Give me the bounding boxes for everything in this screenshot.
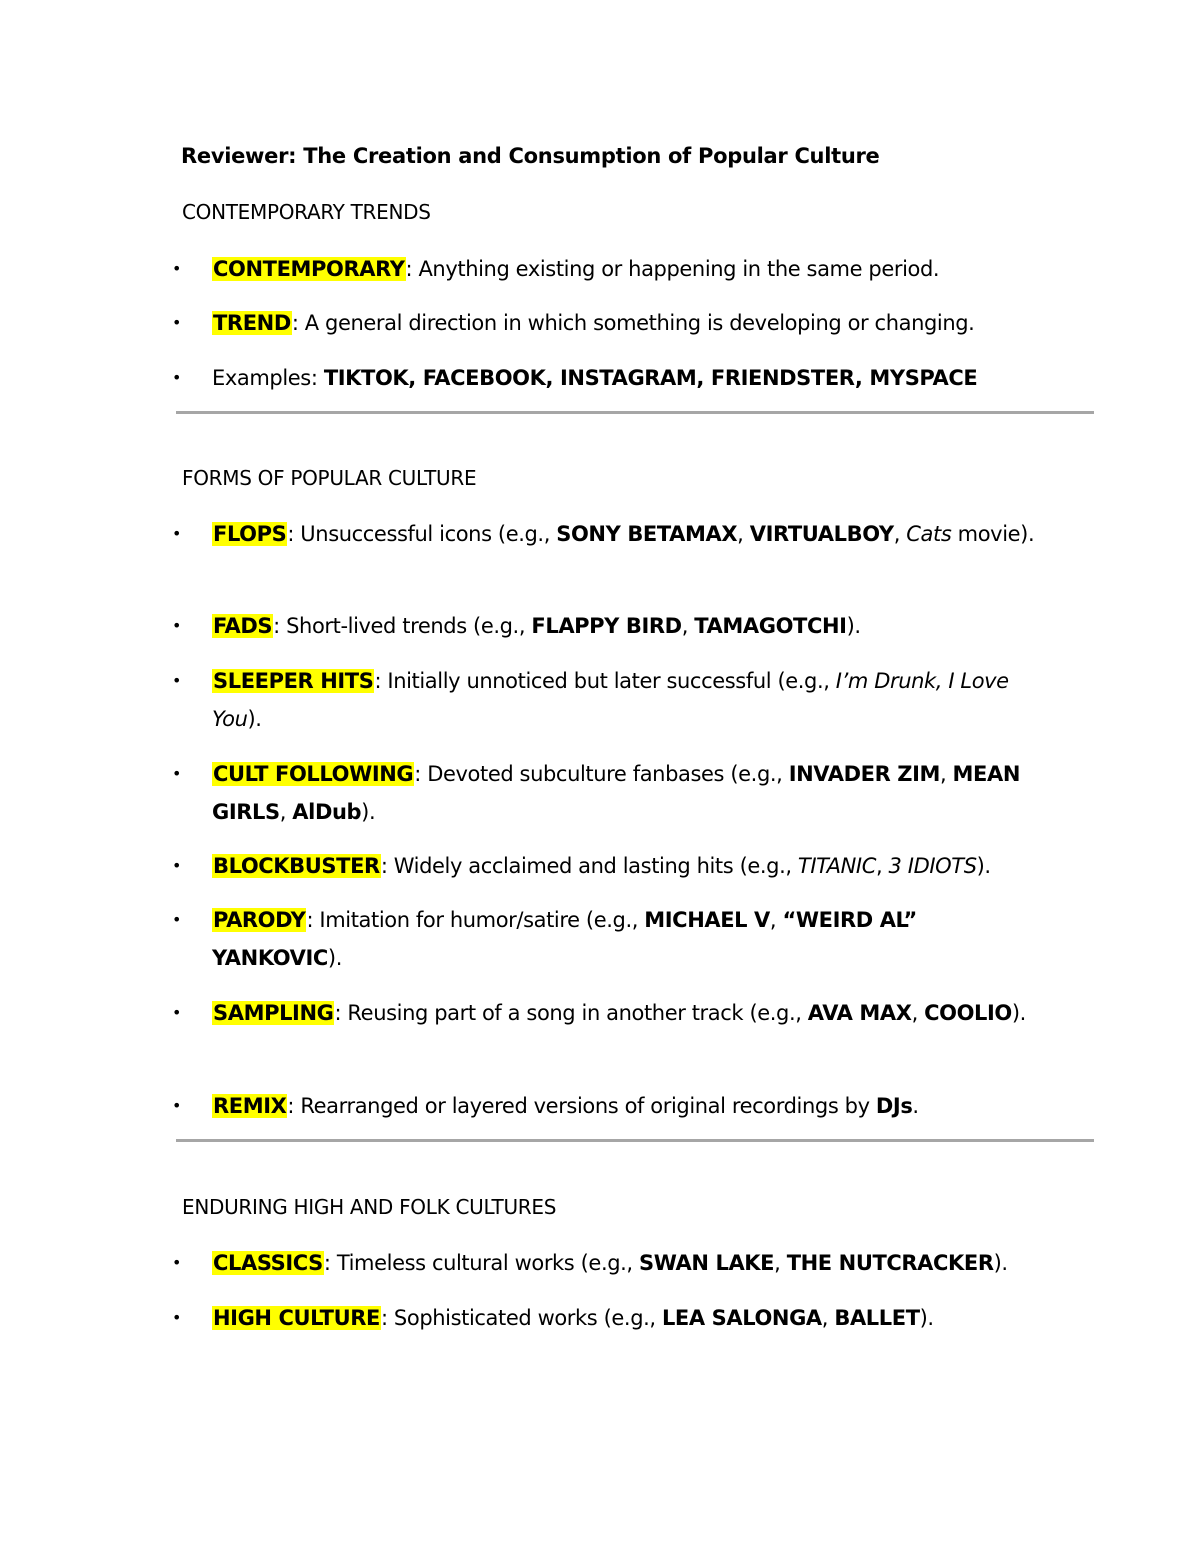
bullet-icon: • — [172, 616, 182, 635]
item-text-run: , — [774, 1251, 787, 1275]
example-bold: THE NUTCRACKER — [786, 1251, 994, 1275]
example-italic: Cats — [906, 522, 952, 546]
list-item-parody — [172, 901, 1052, 977]
highlighted-term: FADS — [213, 614, 273, 638]
example-bold: AlDub — [292, 800, 362, 824]
example-bold: SONY BETAMAX — [556, 522, 738, 546]
section-heading-enduring-high-and-folk-cultures: ENDURING HIGH AND FOLK CULTURES — [182, 1195, 557, 1219]
item-text-run: : Initially unnoticed but later successful (e.g., — [374, 669, 836, 693]
example-bold: COOLIO — [924, 1001, 1012, 1025]
highlighted-term: CULT FOLLOWING — [213, 762, 414, 786]
term-definition: : Anything existing or happening in the same period. — [405, 257, 940, 281]
list-item-contemporary — [172, 250, 1052, 288]
highlighted-term: CONTEMPORARY — [213, 257, 405, 281]
bullet-icon: • — [172, 856, 182, 875]
example-bold: TAMAGOTCHI — [694, 614, 847, 638]
item-text-run: , — [737, 522, 750, 546]
list-item-cult-following — [172, 755, 1052, 831]
bullet-icon: • — [172, 1096, 182, 1115]
item-text-run: : Rearranged or layered versions of original recordings by — [287, 1094, 876, 1118]
example-bold: AVA MAX — [807, 1001, 912, 1025]
highlighted-term: HIGH CULTURE — [213, 1306, 380, 1330]
item-text-run: : Short-lived trends (e.g., — [273, 614, 532, 638]
item-text-run: , — [911, 1001, 925, 1025]
item-text-run: , — [769, 908, 783, 932]
section-heading-forms-of-popular-culture: FORMS OF POPULAR CULTURE — [182, 466, 477, 490]
highlighted-term: REMIX — [213, 1094, 287, 1118]
item-text-run: : Timeless cultural works (e.g., — [323, 1251, 639, 1275]
list-item-classics — [172, 1244, 1052, 1282]
example-bold: LEA SALONGA — [661, 1306, 822, 1330]
document-title: Reviewer: The Creation and Consumption of Popular Culture — [181, 144, 880, 168]
term-definition: : A general direction in which something is developing or changing. — [291, 311, 975, 335]
list-item-text — [212, 359, 1052, 397]
highlighted-term: PARODY — [213, 908, 306, 932]
list-item-text — [212, 1244, 1052, 1282]
example-italic: TITANIC — [797, 854, 876, 878]
item-text-run: , — [893, 522, 907, 546]
example-bold: BALLET — [834, 1306, 920, 1330]
examples-prefix: Examples: — [212, 366, 324, 390]
bullet-icon: • — [172, 1253, 182, 1272]
bullet-icon: • — [172, 671, 182, 690]
highlighted-term: BLOCKBUSTER — [213, 854, 380, 878]
example-bold: VIRTUALBOY — [749, 522, 894, 546]
bullet-icon: • — [172, 259, 182, 278]
example-bold: FLAPPY BIRD — [531, 614, 682, 638]
bullet-icon: • — [172, 1003, 182, 1022]
list-item-text — [212, 515, 1052, 553]
item-text-run: : Widely acclaimed and lasting hits (e.g., — [380, 854, 798, 878]
item-text-run: . — [912, 1094, 919, 1118]
list-item-text — [212, 662, 1052, 738]
item-text-run: , — [821, 1306, 835, 1330]
bullet-icon: • — [172, 368, 182, 387]
example-italic: I’m Drunk, I Love You — [212, 669, 1009, 731]
example-italic: 3 IDIOTS — [888, 854, 977, 878]
item-text-run: : Imitation for humor/satire (e.g., — [306, 908, 645, 932]
example-bold: INVADER ZIM — [788, 762, 940, 786]
list-item-sleeper-hits — [172, 662, 1052, 738]
list-item-text — [212, 1087, 1052, 1125]
example-bold: “WEIRD AL” YANKOVIC — [212, 908, 917, 970]
item-text-run: : Devoted subculture fanbases (e.g., — [414, 762, 789, 786]
list-item-sampling — [172, 994, 1052, 1032]
section-heading-contemporary-trends: CONTEMPORARY TRENDS — [182, 200, 431, 224]
example-bold: MICHAEL V — [644, 908, 770, 932]
list-item-text — [212, 847, 1052, 885]
bullet-icon: • — [172, 910, 182, 929]
list-item-examples — [172, 359, 1052, 397]
list-item-trend — [172, 304, 1052, 342]
example-bold: DJs — [875, 1094, 913, 1118]
example-bold: SWAN LAKE — [638, 1251, 775, 1275]
highlighted-term: FLOPS — [213, 522, 287, 546]
item-text-run: , — [279, 800, 293, 824]
list-item-fads — [172, 607, 1052, 645]
list-item-remix — [172, 1087, 1052, 1125]
bullet-icon: • — [172, 524, 182, 543]
list-item-text — [212, 994, 1052, 1032]
list-item-text — [212, 755, 1052, 831]
highlighted-term: SLEEPER HITS — [213, 669, 374, 693]
example-bold: MEAN GIRLS — [212, 762, 1021, 824]
section-divider — [176, 411, 1094, 414]
item-text-run: ). — [846, 614, 861, 638]
highlighted-term: TREND — [213, 311, 291, 335]
item-text-run: ). — [919, 1306, 934, 1330]
section-divider — [176, 1139, 1094, 1142]
list-item-text — [212, 1299, 1052, 1337]
list-item-text — [212, 901, 1052, 977]
item-text-run: ). — [976, 854, 991, 878]
list-item-text — [212, 304, 1052, 342]
item-text-run: movie). — [951, 522, 1035, 546]
list-item-flops — [172, 515, 1052, 553]
item-text-run: : Sophisticated works (e.g., — [380, 1306, 662, 1330]
list-item-high-culture — [172, 1299, 1052, 1337]
examples-list: TIKTOK, FACEBOOK, INSTAGRAM, FRIENDSTER, MYSPACE — [323, 366, 978, 390]
item-text-run: ). — [361, 800, 376, 824]
item-text-run: ). — [247, 707, 262, 731]
bullet-icon: • — [172, 764, 182, 783]
bullet-icon: • — [172, 1308, 182, 1327]
item-text-run: ). — [993, 1251, 1008, 1275]
list-item-text — [212, 250, 1052, 288]
list-item-blockbuster — [172, 847, 1052, 885]
bullet-icon: • — [172, 313, 182, 332]
item-text-run: : Reusing part of a song in another track (e.g., — [334, 1001, 808, 1025]
highlighted-term: SAMPLING — [213, 1001, 334, 1025]
item-text-run: : Unsuccessful icons (e.g., — [287, 522, 557, 546]
list-item-text — [212, 607, 1052, 645]
item-text-run: , — [681, 614, 695, 638]
item-text-run: , — [875, 854, 889, 878]
highlighted-term: CLASSICS — [213, 1251, 323, 1275]
item-text-run: , — [939, 762, 953, 786]
item-text-run: ). — [1011, 1001, 1026, 1025]
item-text-run: ). — [327, 946, 342, 970]
